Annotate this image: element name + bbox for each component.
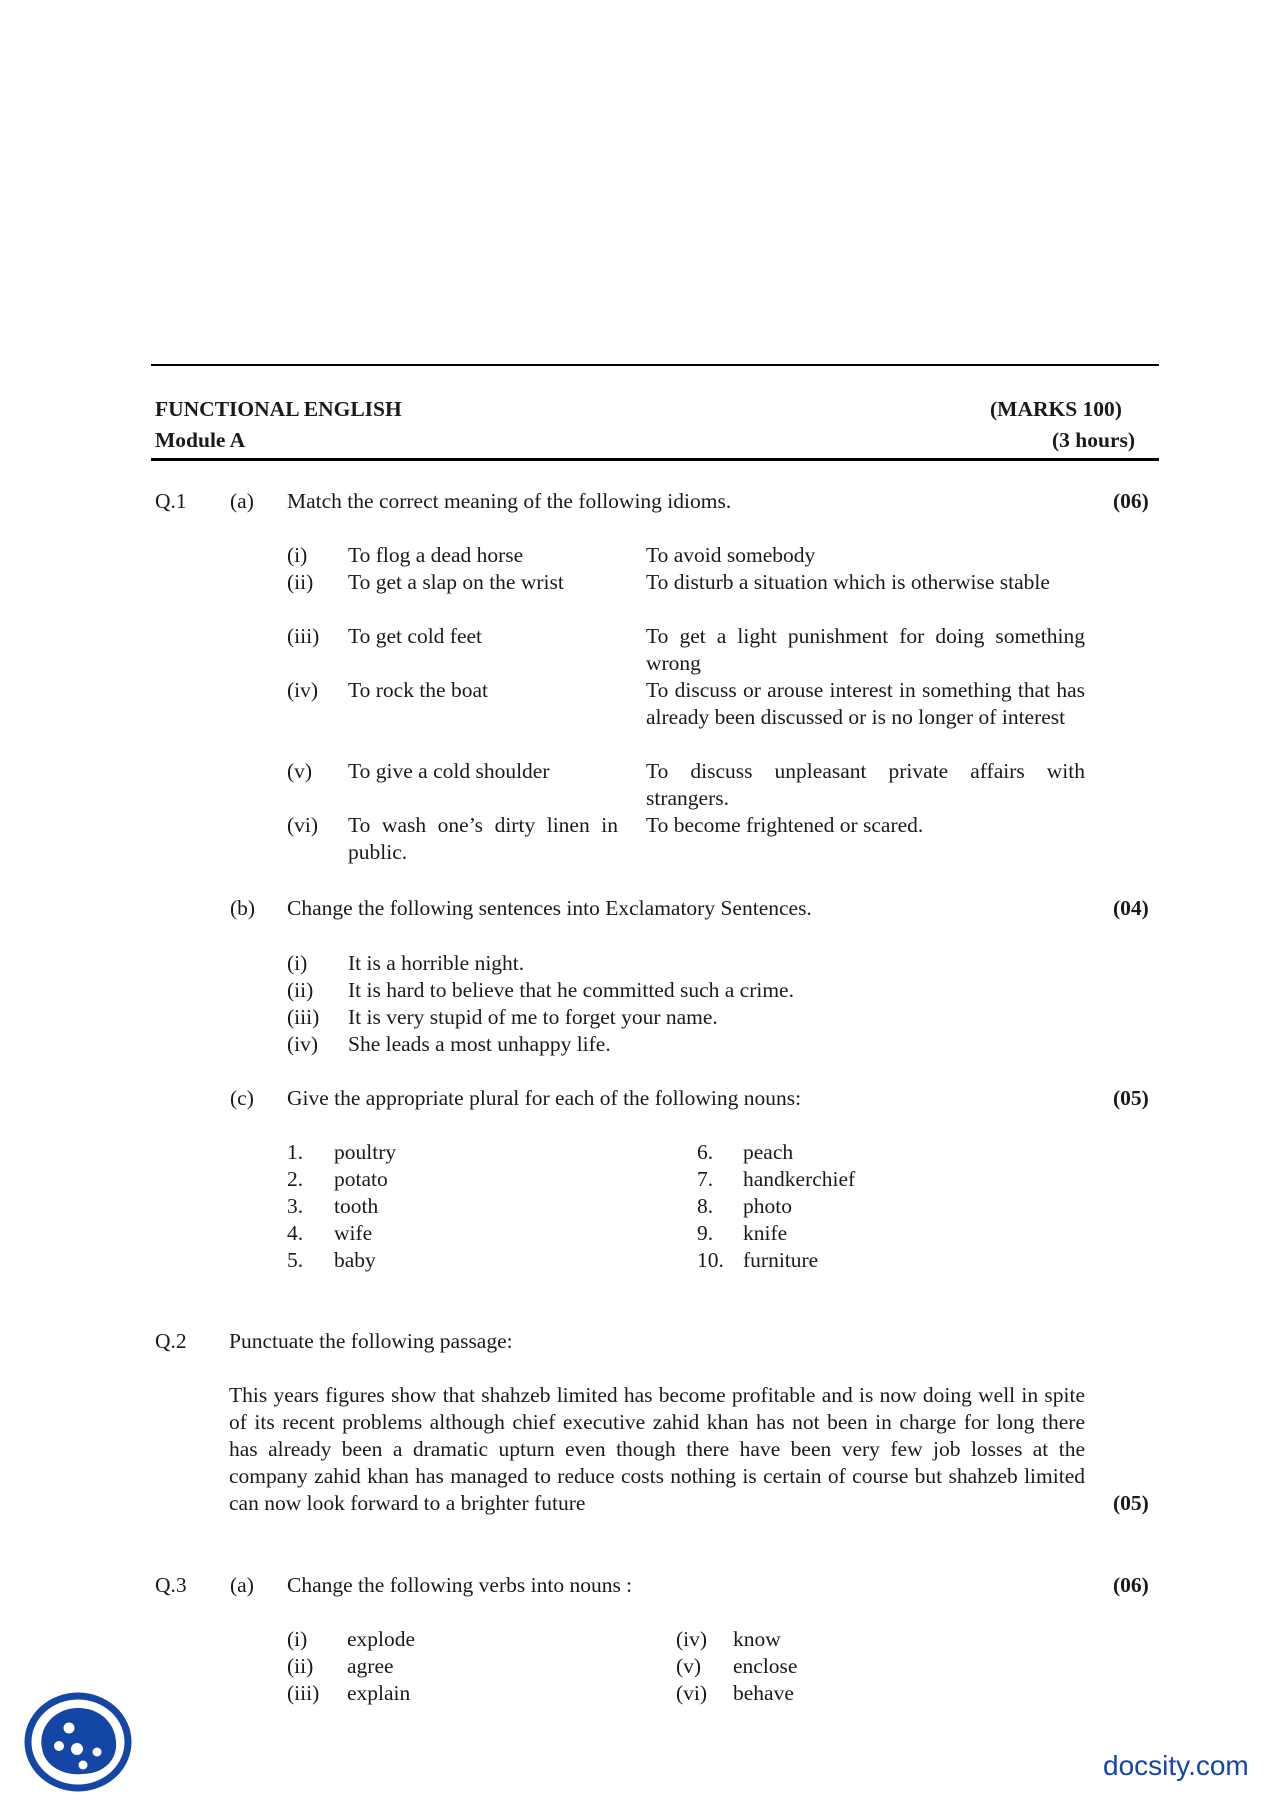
idiom-meaning: To disturb a situation which is otherwise stable [646,570,1050,594]
item-number: (iii) [287,1681,320,1705]
idiom-meaning: To discuss or arouse interest in something that has already been discussed or is no longer of interest [646,678,1085,729]
idiom-meaning: To get a light punishment for doing something wrong [646,624,1085,675]
part-label: (a) [230,1573,254,1597]
item-number: (vi) [287,813,319,837]
idiom-text: To give a cold shoulder [348,759,550,783]
question-marks: (05) [1113,1491,1149,1515]
item-number: (iv) [676,1627,708,1651]
item-number: (i) [287,543,308,567]
noun-text: furniture [743,1248,819,1272]
part-marks: (06) [1113,489,1149,513]
total-marks: (MARKS 100) [990,397,1122,421]
part-instruction: Change the following verbs into nouns : [287,1573,633,1597]
verb-text: enclose [733,1654,798,1678]
part-label: (c) [230,1086,254,1110]
docsity-logo-icon[interactable] [22,1686,138,1800]
module-title: Module A [155,428,246,452]
question-number: Q.3 [155,1573,187,1597]
idiom-text: To get a slap on the wrist [348,570,564,594]
item-number: (v) [676,1654,702,1678]
docsity-brand-link[interactable]: docsity.com [1103,1750,1249,1781]
question-instruction: Punctuate the following passage: [229,1329,513,1353]
item-number: 4. [287,1221,304,1245]
idiom-text: To flog a dead horse [348,543,524,567]
question-number: Q.2 [155,1329,187,1353]
part-marks: (05) [1113,1086,1149,1110]
sentence-text: She leads a most unhappy life. [348,1032,611,1056]
sentence-text: It is hard to believe that he committed such a crime. [348,978,794,1002]
part-marks: (06) [1113,1573,1149,1597]
verb-text: explain [347,1681,411,1705]
item-number: (iii) [287,624,320,648]
noun-text: wife [334,1221,373,1245]
punctuation-passage: This years figures show that shahzeb limited has become profitable and is now doing well in spite of its recent problems although chief executive zahid khan has not been in charge for long there has already been a dramatic upturn even though there have been very few job losses at the company zahid khan has managed to reduce costs nothing is certain of course but shahzeb limited can now look forward to a brighter future [229,1383,1085,1515]
noun-text: tooth [334,1194,379,1218]
item-number: (v) [287,759,313,783]
item-number: 6. [697,1140,714,1164]
item-number: (iv) [287,1032,319,1056]
item-number: 1. [287,1140,304,1164]
noun-text: knife [743,1221,788,1245]
item-number: (iv) [287,678,319,702]
item-number: 9. [697,1221,714,1245]
top-rule [151,364,1159,366]
part-instruction: Match the correct meaning of the following idioms. [287,489,732,513]
item-number: (iii) [287,1005,320,1029]
idiom-meaning: To discuss unpleasant private affairs with strangers. [646,759,1085,810]
item-number: (ii) [287,570,314,594]
part-instruction: Change the following sentences into Exclamatory Sentences. [287,896,812,920]
part-label: (b) [230,896,256,920]
verb-text: agree [347,1654,394,1678]
idiom-text: To get cold feet [348,624,483,648]
idiom-text: To wash one’s dirty linen in public. [348,813,618,864]
item-number: 5. [287,1248,304,1272]
noun-text: poultry [334,1140,397,1164]
item-number: (ii) [287,978,314,1002]
idiom-meaning: To avoid somebody [646,543,816,567]
idiom-meaning: To become frightened or scared. [646,813,924,837]
sentence-text: It is a horrible night. [348,951,525,975]
verb-text: behave [733,1681,794,1705]
part-label: (a) [230,489,254,513]
item-number: (vi) [676,1681,708,1705]
noun-text: baby [334,1248,376,1272]
item-number: 2. [287,1167,304,1191]
idiom-text: To rock the boat [348,678,488,702]
item-number: (i) [287,951,308,975]
part-instruction: Give the appropriate plural for each of the following nouns: [287,1086,802,1110]
item-number: 7. [697,1167,714,1191]
noun-text: peach [743,1140,794,1164]
item-number: 8. [697,1194,714,1218]
question-number: Q.1 [155,489,187,513]
item-number: 3. [287,1194,304,1218]
item-number: (i) [287,1627,308,1651]
item-number: (ii) [287,1654,314,1678]
verb-text: know [733,1627,781,1651]
noun-text: photo [743,1194,792,1218]
header-rule [151,458,1159,461]
subject-title: FUNCTIONAL ENGLISH [155,397,402,421]
sentence-text: It is very stupid of me to forget your name. [348,1005,718,1029]
exam-duration: (3 hours) [1052,428,1136,452]
noun-text: handkerchief [743,1167,856,1191]
verb-text: explode [347,1627,416,1651]
noun-text: potato [334,1167,388,1191]
part-marks: (04) [1113,896,1149,920]
item-number: 10. [697,1248,724,1272]
